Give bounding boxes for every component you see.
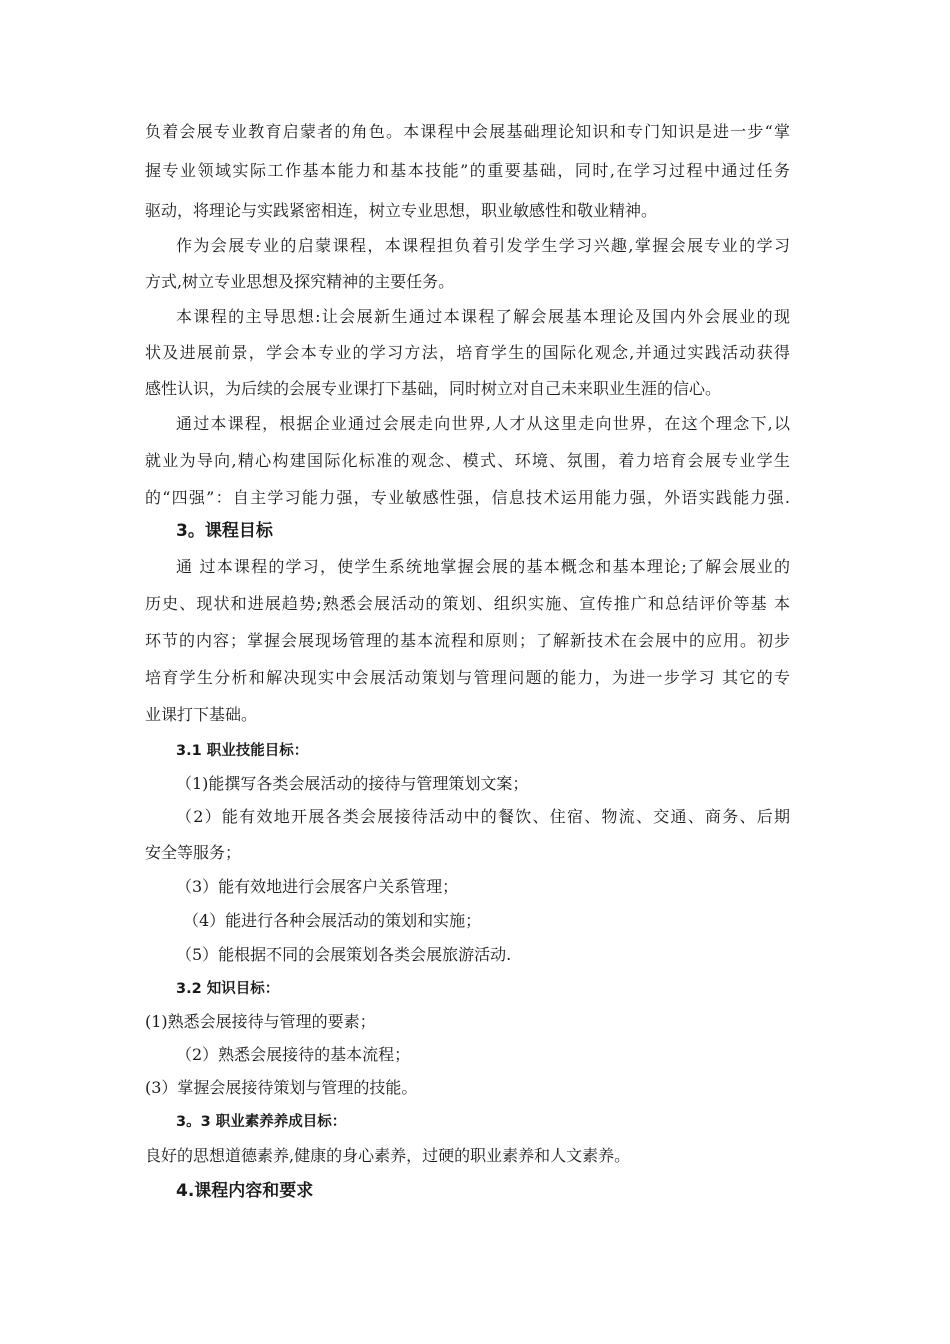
paragraph-line: 培育学生分析和解决现实中会展活动策划与管理问题的能力，为进一步学习 其它的专 [145, 668, 790, 687]
paragraph-line: 方式,树立专业思想及探究精神的主要任务。 [145, 272, 455, 291]
section-heading: 4.课程内容和要求 [176, 1181, 314, 1201]
section-heading: 3。课程目标 [176, 521, 273, 541]
paragraph-line: 通 过本课程的学习，使学生系统地掌握会展的基本概念和基本理论;了解会展业的 [176, 557, 790, 576]
paragraph-line: 的“四强”：自主学习能力强，专业敏感性强，信息技术运用能力强，外语实践能力强. [145, 488, 790, 507]
paragraph-line: 作为会展专业的启蒙课程，本课程担负着引发学生学习兴趣,掌握会展专业的学习 [176, 236, 790, 255]
list-item: （2）能有效地开展各类会展接待活动中的餐饮、住宿、物流、交通、商务、后期 [176, 807, 790, 826]
subsection-heading: 3.1 职业技能目标： [176, 743, 309, 759]
paragraph-line: 就业为导向,精心构建国际化标准的观念、模式、环境、氛围，着力培育会展专业学生 [145, 451, 790, 470]
subsection-heading: 3.2 知识目标： [176, 981, 280, 997]
paragraph-line: 环节的内容；掌握会展现场管理的基本流程和原则；了解新技术在会展中的应用。初步 [145, 631, 790, 650]
list-item: (3）掌握会展接待策划与管理的技能。 [145, 1078, 418, 1097]
paragraph-line: 业课打下基础。 [145, 705, 258, 724]
paragraph-line: 状及进展前景，学会本专业的学习方法，培育学生的国际化观念,并通过实践活动获得 [145, 343, 790, 362]
list-item: （1)能撰写各类会展活动的接待与管理策划文案； [176, 774, 529, 793]
list-item-continuation: 安全等服务； [145, 843, 242, 862]
subsection-heading: 3。3 职业素养养成目标： [176, 1114, 347, 1130]
paragraph-line: 历史、现状和进展趋势;熟悉会展活动的策划、组织实施、宣传推广和总结评价等基 本 [145, 594, 790, 613]
paragraph-line: 驱动，将理论与实践紧密相连，树立专业思想，职业敏感性和敬业精神。 [145, 201, 658, 220]
list-item: （4）能进行各种会展活动的策划和实施； [183, 911, 482, 930]
list-item: （2）熟悉会展接待的基本流程； [176, 1045, 411, 1064]
paragraph-line: 本课程的主导思想:让会展新生通过本课程了解会展基本理论及国内外会展业的现 [176, 307, 790, 326]
paragraph-line: 负着会展专业教育启蒙者的角色。本课程中会展基础理论知识和专门知识是进一步“掌 [145, 122, 790, 141]
paragraph-line: 握专业领域实际工作基本能力和基本技能”的重要基础，同时,在学习过程中通过任务 [145, 161, 790, 180]
paragraph-line: 感性认识，为后续的会展专业课打下基础，同时树立对自己未来职业生涯的信心。 [145, 379, 722, 398]
list-item: （3）能有效地进行会展客户关系管理； [176, 877, 459, 896]
paragraph-line: 通过本课程，根据企业通过会展走向世界,人才从这里走向世界，在这个理念下,以 [176, 414, 790, 433]
paragraph-line: 良好的思想道德素养,健康的身心素养，过硬的职业素养和人文素养。 [145, 1146, 631, 1165]
list-item: (1)熟悉会展接待与管理的要素； [145, 1012, 376, 1031]
list-item: （5）能根据不同的会展策划各类会展旅游活动. [176, 945, 512, 964]
